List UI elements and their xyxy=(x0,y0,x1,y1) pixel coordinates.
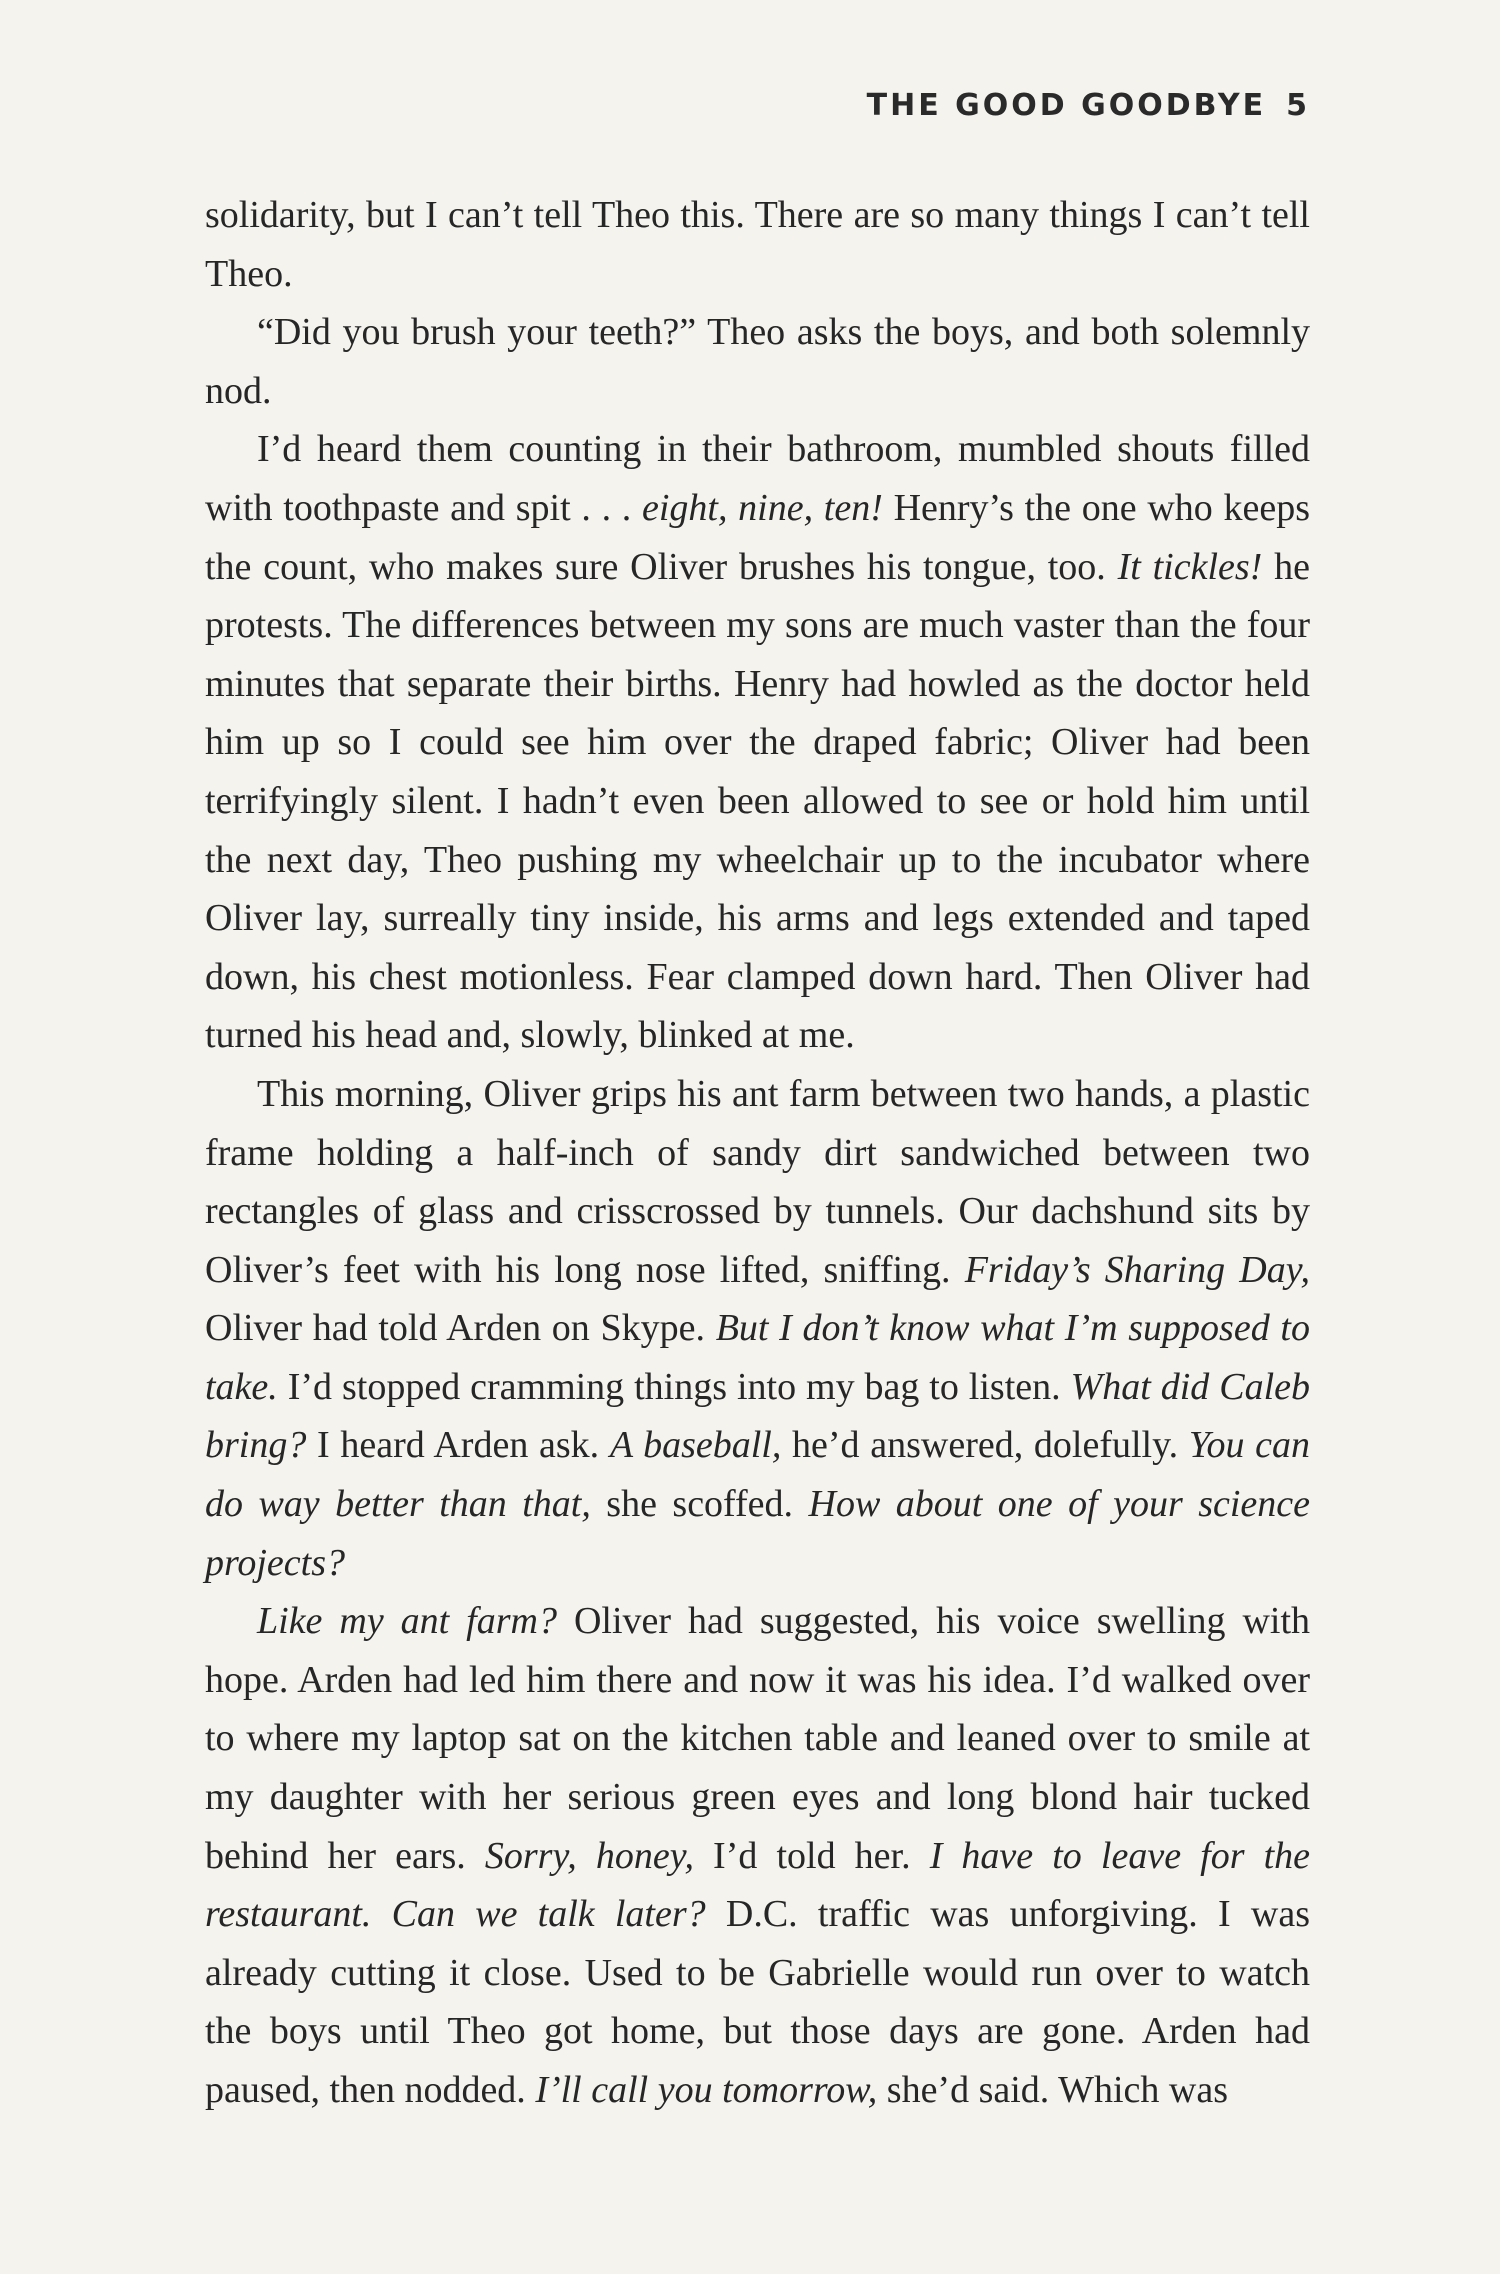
text-run: she’d said. Which was xyxy=(877,2069,1229,2111)
italic-run: What did Caleb bring? xyxy=(205,1365,1310,1467)
italic-run: A baseball, xyxy=(609,1424,782,1467)
text-run: I heard Arden ask. xyxy=(306,1424,610,1467)
italic-run: But I don’t know what I’m supposed to take. xyxy=(205,1307,1310,1408)
italic-run: Sorry, honey, xyxy=(484,1834,694,1877)
body-text xyxy=(205,186,1310,2120)
text-run: I’d heard them counting in their bathroom, mumbled shouts filled with toothpaste and spit . . . xyxy=(205,428,1310,529)
italic-run: I have to leave for the restaurant. Can we talk later? xyxy=(205,1834,1311,1936)
italic-run: You can do way better than that, xyxy=(205,1424,1311,1526)
italic-run: How about one of your science projects? xyxy=(205,1483,1310,1584)
paragraph-2: “Did you brush your teeth?” Theo asks the boys, and both solemnly nod. xyxy=(205,311,1310,412)
running-head xyxy=(867,88,1310,123)
paragraph-3 xyxy=(205,420,1310,1065)
text-run: he protests. The differences between my sons are much vaster than the four minutes that separate their births. Henry had howled as the doctor held him up so I could see him over the draped fabric; Oliver had been terrifyingly silent. I hadn’t even been allowed to see or hold him until the next day, Theo pushing my wheelchair up to the incubator where Oliver lay, surreally tiny inside, his arms and legs extended and taped down, his chest motionless. Fear clamped down hard. Then Oliver had turned his head and, slowly, blinked at me. xyxy=(205,545,1310,1057)
text-run: D.C. traffic was unforgiving. I was already cutting it close. Used to be Gabrielle would run over to watch the boys until Theo got home, but those days are gone. Arden had paused, then nodded. xyxy=(205,1893,1311,2111)
text-run: Henry’s the one who keeps the count, who makes sure Oliver brushes his tongue, too. xyxy=(205,486,1310,588)
text-run: he’d answered, dolefully. xyxy=(781,1424,1189,1467)
italic-run: I’ll call you tomorrow, xyxy=(535,2069,878,2111)
paragraph-1: solidarity, but I can’t tell Theo this. There are so many things I can’t tell Theo. xyxy=(205,194,1310,295)
paragraph-4 xyxy=(205,1065,1310,1592)
page-number: 5 xyxy=(1286,88,1310,123)
text-run: Oliver had suggested, his voice swelling with hope. Arden had led him there and now it was his idea. I’d walked over to where my laptop sat on the kitchen table and leaned over to smile at my daughter with her serious green eyes and long blond hair tucked behind her ears. xyxy=(205,1600,1311,1877)
text-run: I’d stopped cramming things into my bag to listen. xyxy=(277,1365,1071,1408)
italic-run: Like my ant farm? xyxy=(257,1600,557,1643)
text-run: This morning, Oliver grips his ant farm between two hands, a plastic frame holding a half-inch of sandy dirt sandwiched between two rectangles of glass and crisscrossed by tunnels. Our dachshund sits by Oliver’s feet with his long nose lifted, sniffing. xyxy=(205,1072,1310,1291)
text-run: Oliver had told Arden on Skype. xyxy=(205,1307,716,1350)
running-head-title: THE GOOD GOODBYE xyxy=(866,88,1267,123)
italic-run: It tickles! xyxy=(1117,545,1263,588)
paragraph-5 xyxy=(205,1592,1310,2119)
italic-run: eight, nine, ten! xyxy=(641,486,883,529)
text-run: I’d told her. xyxy=(693,1834,930,1877)
italic-run: Friday’s Sharing Day, xyxy=(964,1248,1310,1291)
text-run: she scoffed. xyxy=(590,1483,809,1526)
